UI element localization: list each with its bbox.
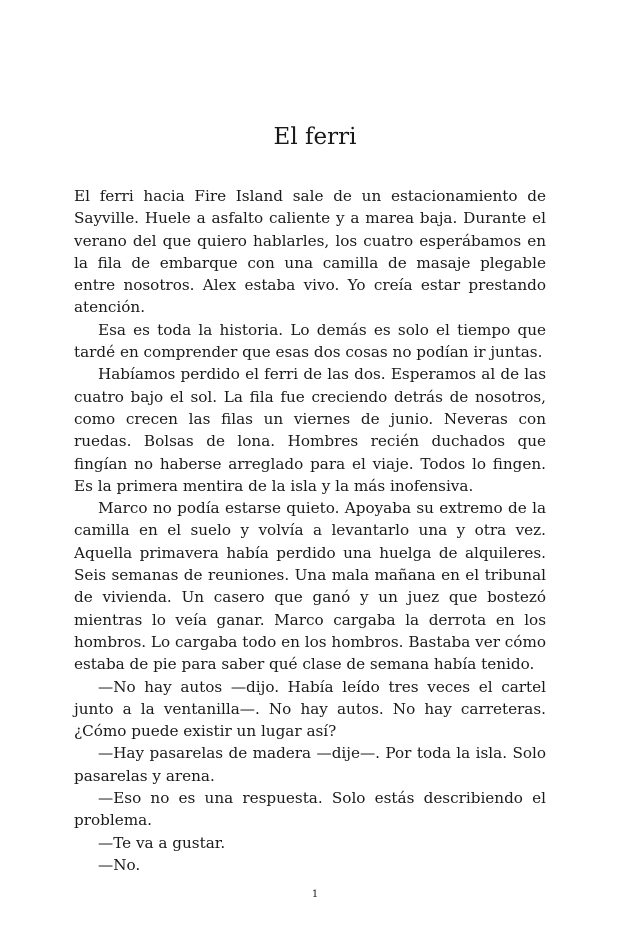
paragraph-2: Esa es toda la historia. Lo demás es solo el tiempo que tardé en comprender que esas dos cosas no podían ir juntas. <box>74 320 546 362</box>
dialogue-line-1: —No hay autos —dijo. Había leído tres veces el cartel junto a la ventanilla—. No hay autos. No hay carreteras. ¿Cómo puede existir un lugar así? <box>74 677 546 741</box>
dialogue-line-2: —Hay pasarelas de madera —dije—. Por toda la isla. Solo pasarelas y arena. <box>74 744 546 785</box>
chapter-title: El ferri <box>273 124 357 150</box>
paragraph-1: El ferri hacia Fire Island sale de un estacionamiento de Sayville. Huele a asfalto caliente y a marea baja. Durante el verano del que quiero hablarles, los cuatro esperábamos en la fila de embarque con una camilla de masaje plegable entre nosotros. Alex estaba vivo. Yo creía estar prestando atención. <box>74 187 546 317</box>
chapter-body <box>74 185 546 876</box>
dialogue-line-4: —Te va a gustar. <box>98 833 226 852</box>
dialogue-line-5: —No. <box>98 855 141 874</box>
page-number: 1 <box>311 889 319 900</box>
paragraph-4: Marco no podía estarse quieto. Apoyaba su extremo de la camilla en el suelo y volvía a levantarlo una y otra vez. Aquella primavera había perdido una huelga de alquileres. Seis semanas de reuniones. Una mala mañana en el tribunal de vivienda. Un casero que ganó y un juez que bostezó mientras lo veía ganar. Marco cargaba la derrota en los hombros. Lo cargaba todo en los hombros. Bastaba ver cómo estaba de pie para saber qué clase de semana había tenido. <box>74 499 546 674</box>
dialogue-line-3: —Eso no es una respuesta. Solo estás describiendo el problema. <box>74 789 546 830</box>
paragraph-3: Habíamos perdido el ferri de las dos. Esperamos al de las cuatro bajo el sol. La fila fue creciendo detrás de nosotros, como crecen las filas un viernes de junio. Neveras con ruedas. Bolsas de lona. Hombres recién duchados que fingían no haberse arreglado para el viaje. Todos lo fingen. Es la primera mentira de la isla y la más inofensiva. <box>74 365 546 495</box>
